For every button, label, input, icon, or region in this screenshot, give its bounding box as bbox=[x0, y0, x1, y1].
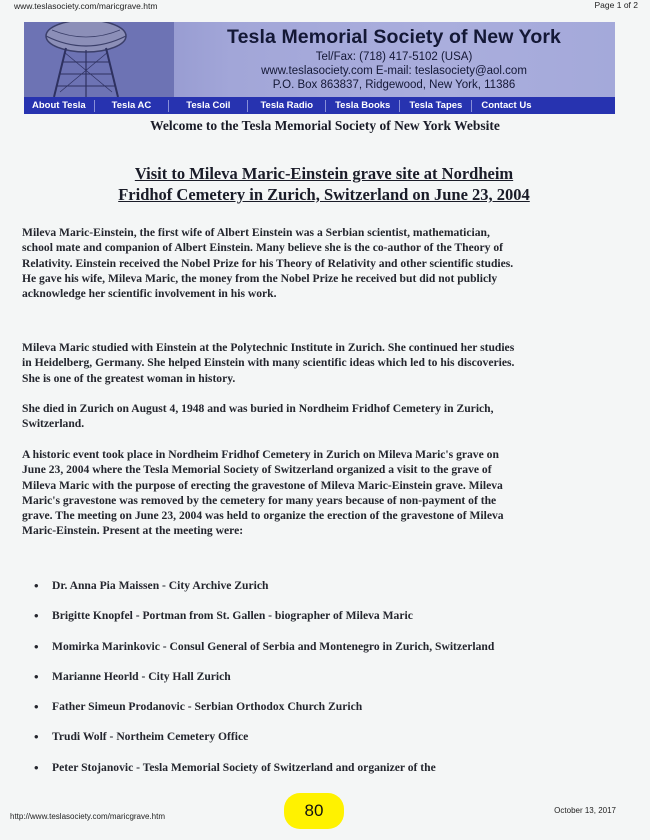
banner-tel: Tel/Fax: (718) 417-5102 (USA) bbox=[315, 51, 473, 63]
paragraph-studies: Mileva Maric studied with Einstein at the Polytechnic Institute in Zurich. She continued her studies in Heidelberg, Germany. She helped Einstein with many scientific ideas which led to his discoveries. She is one of the greatest woman in history. bbox=[22, 341, 515, 385]
print-footer-url: http://www.teslasociety.com/maricgrave.htm bbox=[10, 812, 166, 821]
print-header-url: www.teslasociety.com/maricgrave.htm bbox=[14, 1, 158, 11]
article-title-line-1: Visit to Mileva Maric-Einstein grave site at Nordheim bbox=[134, 164, 514, 183]
article-title bbox=[18, 163, 630, 205]
nav-about-tesla[interactable]: About Tesla bbox=[32, 100, 86, 111]
list-item: • Dr. Anna Pia Maissen - City Archive Zurich bbox=[34, 578, 514, 593]
nav-tesla-coil[interactable]: Tesla Coil bbox=[186, 100, 231, 111]
paragraph-event: A historic event took place in Nordheim Fridhof Cemetery in Zurich on Mileva Maric's grave on June 23, 2004 where the Tesla Memorial Society of Switzerland organized a visit to the grave of Mileva Maric with the purpose of erecting the gravestone of Mileva Maric-Einstein grave. Mileva Maric's gravestone was removed by the cemetery for many years because of non-payment of the grave. The meeting on June 23, 2004 was held to organize the erection of the gravestone of Mileva Maric-Einstein. Present at the meeting were: bbox=[22, 448, 504, 538]
print-footer-date: October 13, 2017 bbox=[554, 806, 616, 815]
list-item: • Brigitte Knopfel - Portman from St. Gallen - biographer of Mileva Maric bbox=[34, 608, 514, 623]
list-item: • Peter Stojanovic - Tesla Memorial Society of Switzerland and organizer of the bbox=[34, 760, 514, 775]
attendee-list bbox=[34, 578, 514, 775]
banner-title: Tesla Memorial Society of New York bbox=[227, 26, 561, 48]
list-item: • Momirka Marinkovic - Consul General of Serbia and Montenegro in Zurich, Switzerland bbox=[34, 639, 514, 654]
list-item: • Marianne Heorld - City Hall Zurich bbox=[34, 669, 514, 684]
nav-tesla-ac[interactable]: Tesla AC bbox=[111, 100, 152, 111]
list-item: • Father Simeun Prodanovic - Serbian Orthodox Church Zurich bbox=[34, 699, 514, 714]
nav-tesla-books[interactable]: Tesla Books bbox=[335, 100, 391, 111]
welcome-heading: Welcome to the Tesla Memorial Society of New York Website bbox=[150, 118, 500, 133]
paragraph-death: She died in Zurich on August 4, 1948 and was buried in Nordheim Fridhof Cemetery in Zurich, Switzerland. bbox=[22, 402, 494, 431]
nav-tesla-radio[interactable]: Tesla Radio bbox=[260, 100, 314, 111]
paragraph-intro: Mileva Maric-Einstein, the first wife of Albert Einstein was a Serbian scientist, mathematician, school mate and companion of Albert Einstein. Many believe she is the co-author of the Theory of Relativity. Einstein received the Nobel Prize for his Theory of Relativity and other scientific studies. He gave his wife, Mileva Maric, the money from the Nobel Prize he received but did not publicly acknowledge her scientific involvement in his work. bbox=[22, 226, 514, 301]
list-item: • Trudi Wolf - Northeim Cemetery Office bbox=[34, 729, 514, 744]
site-banner bbox=[24, 22, 615, 97]
nav-bar bbox=[24, 97, 615, 114]
print-header-page: Page 1 of 2 bbox=[594, 0, 638, 10]
article-title-line-2: Fridhof Cemetery in Zurich, Switzerland on June 23, 2004 bbox=[118, 185, 530, 204]
banner-web-email: www.teslasociety.com E-mail: teslasociety@aol.com bbox=[261, 65, 527, 77]
nav-tesla-tapes[interactable]: Tesla Tapes bbox=[409, 100, 463, 111]
page-number-badge: 80 bbox=[284, 793, 344, 829]
wardenclyffe-tower-icon bbox=[24, 22, 174, 97]
nav-contact-us[interactable]: Contact Us bbox=[481, 100, 532, 111]
banner-address: P.O. Box 863837, Ridgewood, New York, 11386 bbox=[272, 79, 516, 91]
